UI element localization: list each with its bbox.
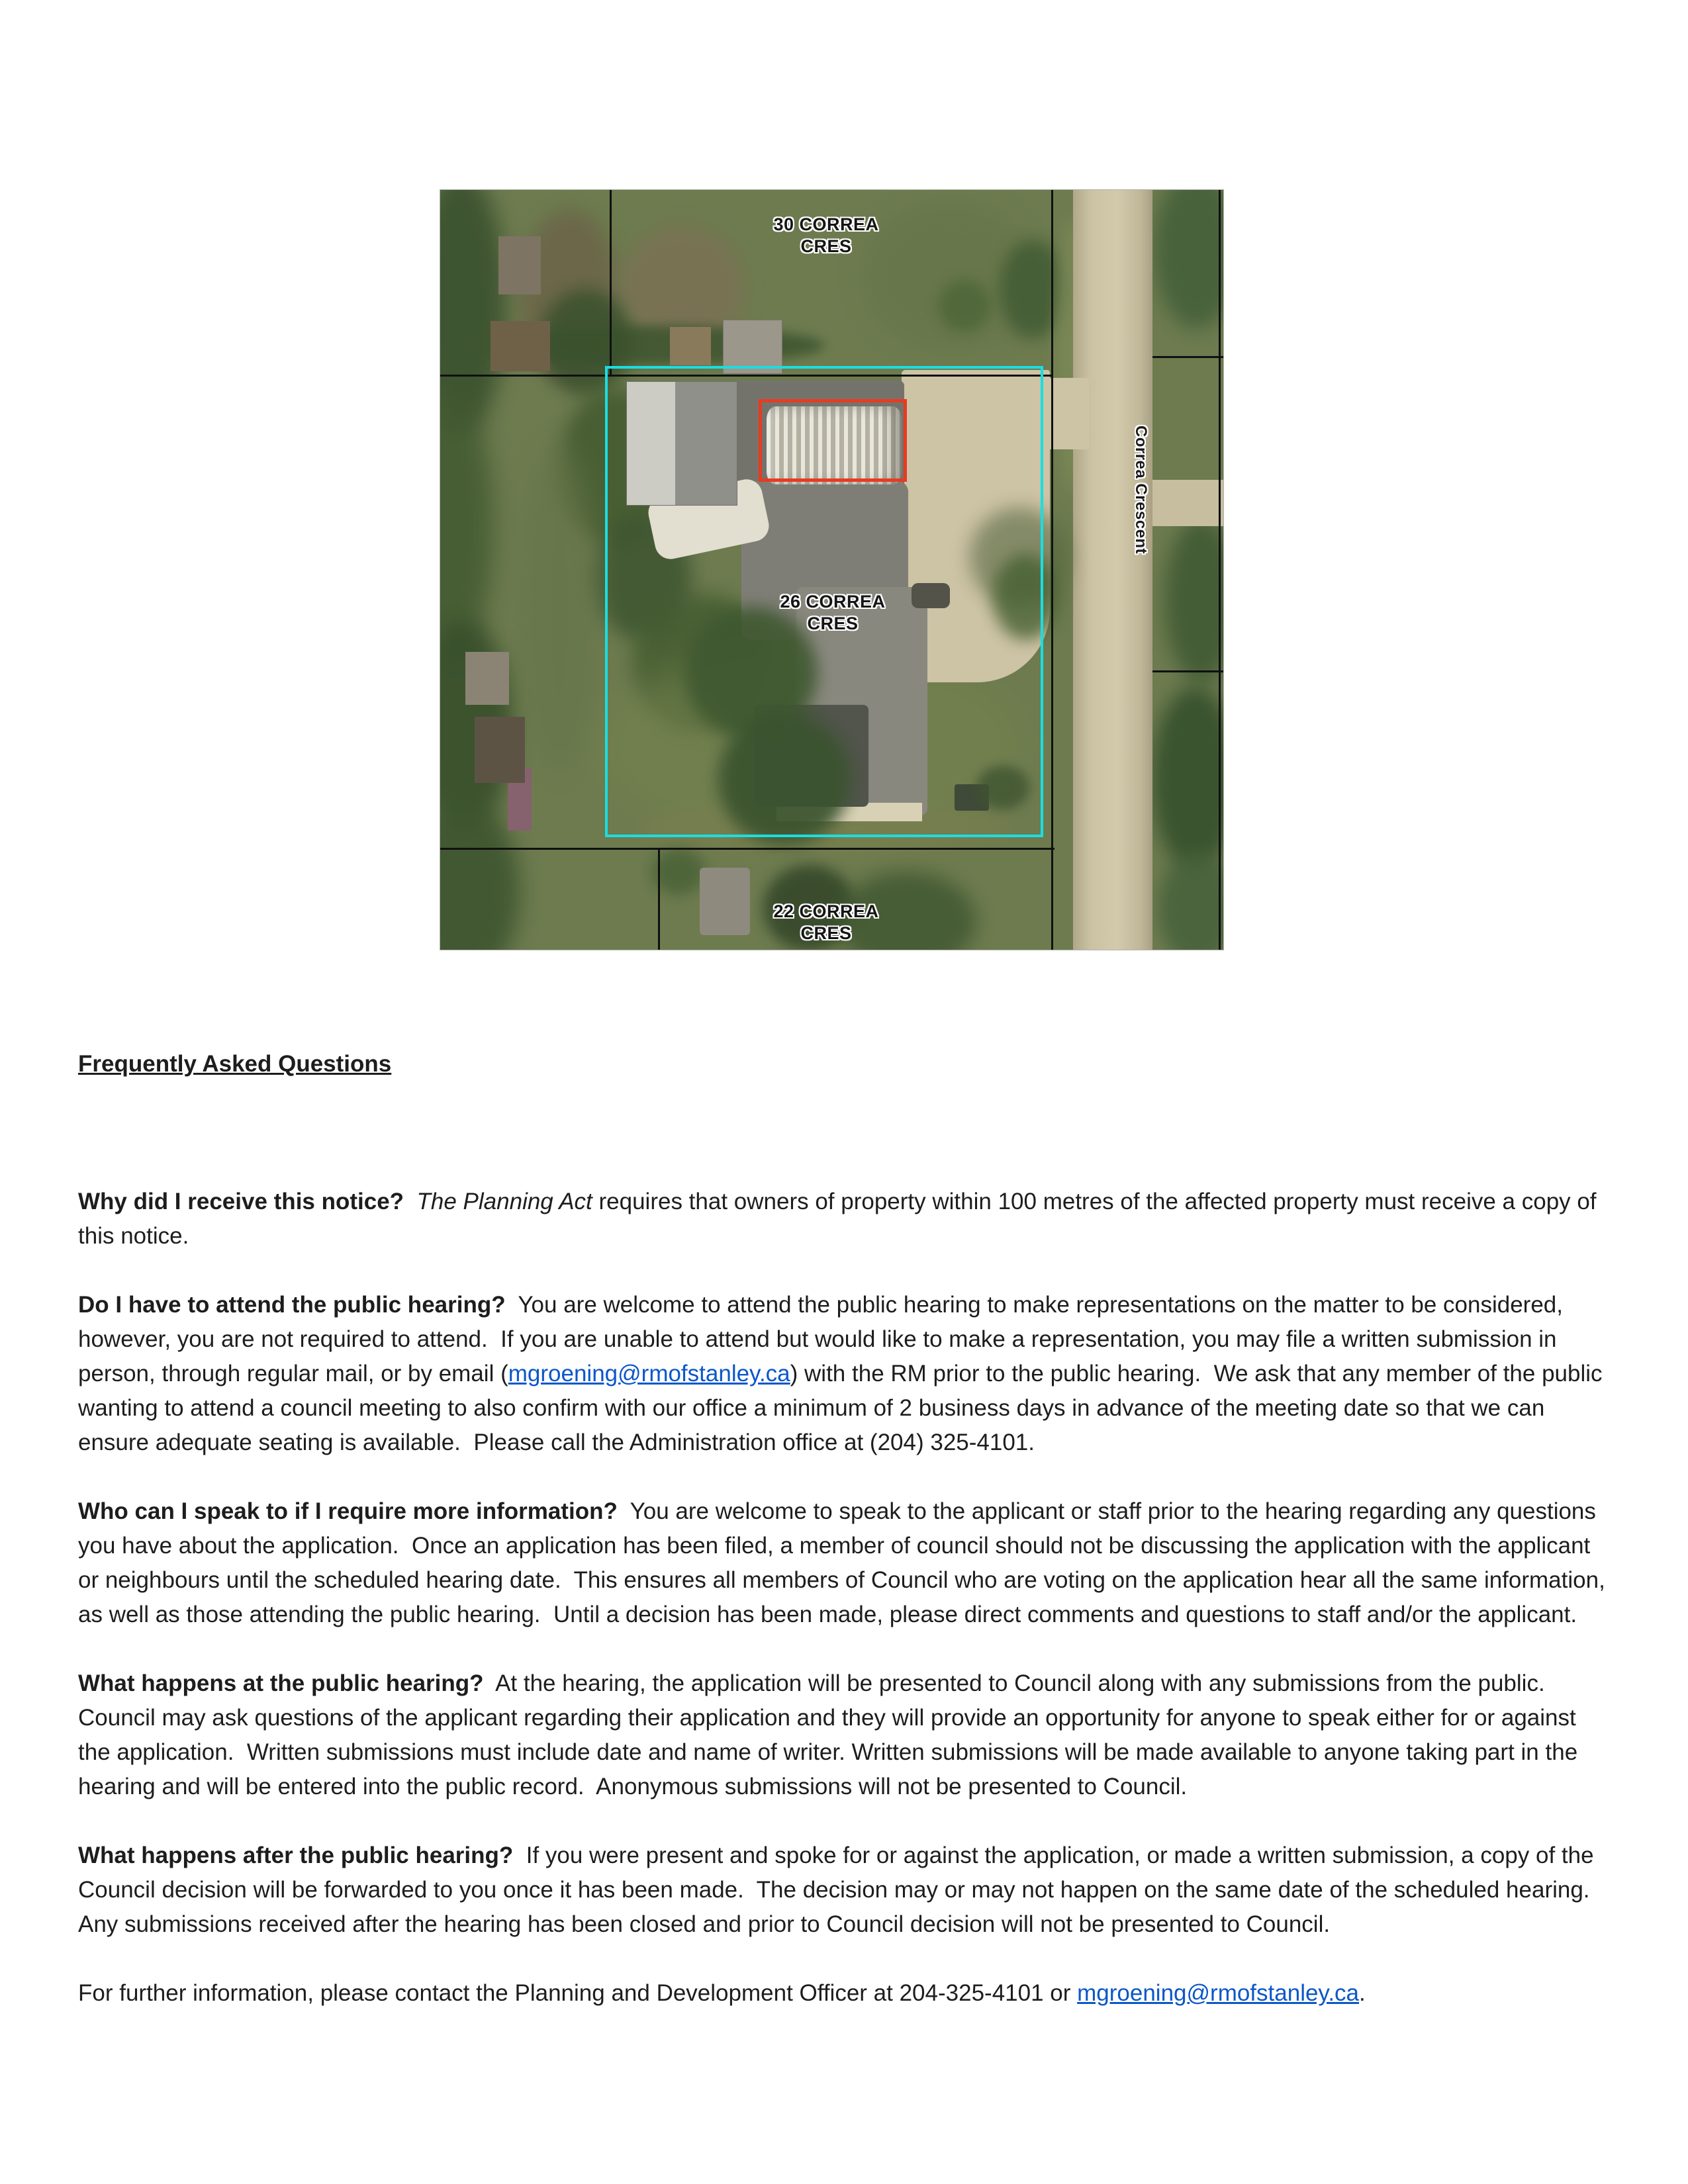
tree-canopy (1152, 686, 1223, 872)
act-title: The Planning Act (416, 1189, 592, 1214)
text-run: You are welcome to speak to the applicant or staff prior to the hearing regarding any questions you have about the application. Once an application has been filed, a member of council should not be discussing the application with the applicant or neighbours until the scheduled hearing date. This ensures all members of Council who are voting on the application hear all the same information, as well as those attending the public hearing. Until a decision has been made, please direct comments and questions to staff and/or the applicant. (78, 1498, 1612, 1627)
shed (498, 236, 541, 295)
tree-canopy (1158, 852, 1223, 950)
tree-canopy (1165, 518, 1223, 683)
faq-paragraph (78, 1185, 1613, 1253)
road-surface (1073, 190, 1152, 950)
road-label: Correa Crescent (1132, 425, 1150, 555)
text-run: At the hearing, the application will be presented to Council along with any submissions from the public. Council may ask questions of the applicant regarding their application and they will provide an opportunity for anyone to speak either for or against the application. Written submissions must include date and name of writer. Written submissions will be made available to anyone taking part in the hearing and will be entered into the public record. Anonymous submissions will not be presented to Council. (78, 1670, 1584, 1799)
text-run: ) with the RM prior to the public hearing. We ask that any member of the public wanting to attend a council meeting to also confirm with our office a minimum of 2 business days in advance of the meeting date so that we can ensure adequate seating is available. Please call the Administration office at (204) 325-4101. (78, 1361, 1609, 1455)
parcel-line (1051, 190, 1053, 950)
lot-label-line: CRES (807, 614, 859, 633)
tree-canopy (652, 848, 705, 895)
faq-heading: Frequently Asked Questions (78, 1051, 392, 1077)
faq-paragraph (78, 1666, 1613, 1804)
faq-section (78, 978, 1613, 2045)
question-label: Why did I receive this notice? (78, 1189, 404, 1214)
lot-label-30 (757, 214, 896, 257)
shed (491, 321, 550, 371)
email-link[interactable]: mgroening@rmofstanley.ca (508, 1361, 790, 1387)
lot-label-22 (757, 901, 896, 944)
parcel-line (1152, 356, 1223, 358)
question-label: Do I have to attend the public hearing? (78, 1292, 506, 1318)
parcel-line (610, 190, 612, 376)
text-run: requires that owners of property within 100 metres of the affected property must receive a copy of this notice. (78, 1189, 1603, 1249)
tree-canopy (1154, 190, 1223, 329)
email-link[interactable]: mgroening@rmofstanley.ca (1077, 1980, 1360, 2006)
question-label: Who can I speak to if I require more information? (78, 1498, 618, 1524)
faq-paragraph (78, 1494, 1613, 1632)
lot-label-line: 26 CORREA (780, 592, 886, 612)
parcel-line (1152, 670, 1223, 672)
parcel-line (658, 848, 660, 950)
text-run: For further information, please contact the Planning and Development Officer at 204-325-4101 or (78, 1980, 1078, 2006)
text-run: You are welcome to attend the public hearing to make representations on the matter to be considered, however, you are not required to attend. If you are unable to attend but would like to make a representation, you may file a written submission in person, through regular mail, or by email ( (78, 1292, 1570, 1387)
grass-patch (520, 441, 599, 772)
shed (475, 717, 525, 783)
faq-body (78, 1185, 1613, 2011)
text-run: . (1359, 1980, 1366, 2006)
text-run: If you were present and spoke for or against the application, or made a written submission, a copy of the Council decision will be forwarded to you once it has been made. The decision may or may not happen on the same date of the scheduled hearing. Any submissions received after the hearing has been closed and prior to Council decision will not be presented to Council. (78, 1843, 1602, 1937)
lot-label-26 (763, 591, 902, 635)
shed (465, 652, 509, 705)
shed (670, 327, 711, 365)
faq-paragraph (78, 1976, 1613, 2011)
parcel-line (440, 848, 1055, 850)
text-run (404, 1189, 416, 1214)
faq-paragraph (78, 1839, 1613, 1942)
lot-label-line: CRES (800, 923, 852, 943)
question-label: What happens at the public hearing? (78, 1670, 484, 1696)
lot-label-line: 30 CORREA (773, 214, 879, 234)
highlighted-building-outline (759, 399, 907, 482)
aerial-map (440, 190, 1223, 950)
question-label: What happens after the public hearing? (78, 1843, 514, 1868)
tree-canopy (938, 279, 991, 332)
gravel-parking (1039, 378, 1089, 449)
driveway-east (1152, 480, 1223, 526)
parcel-line (1219, 190, 1221, 950)
faq-paragraph (78, 1288, 1613, 1460)
shed (700, 868, 750, 935)
lot-label-line: 22 CORREA (773, 901, 879, 921)
lot-label-line: CRES (800, 236, 852, 256)
